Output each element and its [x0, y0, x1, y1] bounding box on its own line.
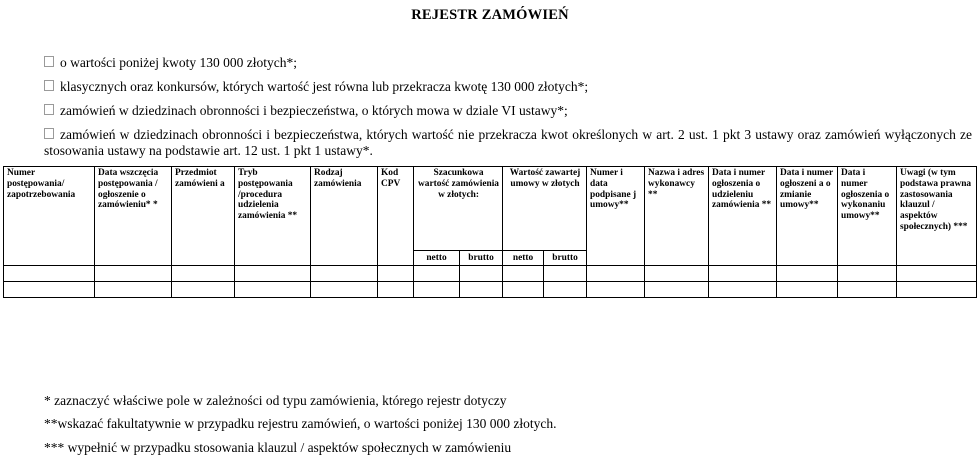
table-cell[interactable]: [777, 266, 838, 282]
register-table: [3, 166, 977, 298]
checkbox-icon[interactable]: [44, 104, 54, 115]
option-defence-below-limit: [44, 127, 972, 159]
checkbox-icon[interactable]: [44, 80, 54, 91]
header-cell: Data i numer ogłoszenia o udzieleniu zamówienia **: [709, 167, 777, 266]
option-classic-contracts: [44, 79, 588, 95]
subheader-cell: brutto: [460, 251, 503, 266]
table-cell[interactable]: [587, 266, 645, 282]
header-cell: Nazwa i adres wykonawcy **: [645, 167, 709, 266]
table-cell[interactable]: [4, 282, 95, 298]
table-row: [4, 282, 977, 298]
table-cell[interactable]: [4, 266, 95, 282]
document-title: REJESTR ZAMÓWIEŃ: [411, 7, 569, 23]
footnote-3: *** wypełnić w przypadku stosowania klauzul / aspektów społecznych w zamówieniu: [44, 440, 512, 455]
table-cell[interactable]: [311, 282, 378, 298]
header-cell: Numer i data podpisane j umowy**: [587, 167, 645, 266]
footnote-1: * zaznaczyć właściwe pole w zależności od typu zamówienia, którego rejestr dotyczy: [44, 393, 507, 408]
table-cell[interactable]: [777, 282, 838, 298]
table-cell[interactable]: [311, 266, 378, 282]
header-cell: Szacunkowa wartość zamówienia w złotych:: [414, 167, 503, 251]
option-label: zamówień w dziedzinach obronności i bezpieczeństwa, których wartość nie przekracza kwot określonych w art. 2 ust. 1 pkt 3 ustawy oraz zamówień wyłączonych ze stosowania ustawy na podstawie art. 12 ust. 1 pkt 1 ustawy*.: [44, 127, 972, 158]
table-cell[interactable]: [414, 282, 460, 298]
table-cell[interactable]: [544, 282, 587, 298]
table-cell[interactable]: [544, 266, 587, 282]
option-defence-security: [44, 103, 568, 119]
table-cell[interactable]: [838, 266, 897, 282]
header-cell: Data i numer ogłoszeni a o zmianie umowy**: [777, 167, 838, 266]
subheader-cell: brutto: [544, 251, 587, 266]
table-cell[interactable]: [378, 282, 414, 298]
table-cell[interactable]: [95, 282, 172, 298]
header-cell: Tryb postępowania /procedura udzielenia zamówienia **: [235, 167, 311, 266]
table-cell[interactable]: [460, 282, 503, 298]
footnote-2: **wskazać fakultatywnie w przypadku rejestru zamówień, o wartości poniżej 130 000 złotych.: [44, 416, 557, 431]
table-cell[interactable]: [645, 282, 709, 298]
table-row: [4, 266, 977, 282]
table-cell[interactable]: [460, 266, 503, 282]
table-cell[interactable]: [587, 282, 645, 298]
option-label: klasycznych oraz konkursów, których wartość jest równa lub przekracza kwotę 130 000 złotych*;: [60, 79, 589, 94]
checkbox-icon[interactable]: [44, 128, 54, 139]
header-cell: Wartość zawartej umowy w złotych: [503, 167, 587, 251]
table-cell[interactable]: [709, 282, 777, 298]
subheader-cell: netto: [503, 251, 544, 266]
table-cell[interactable]: [709, 266, 777, 282]
header-cell: Numer postępowania/ zapotrzebowania: [4, 167, 95, 266]
checkbox-icon[interactable]: [44, 56, 54, 67]
table-cell[interactable]: [414, 266, 460, 282]
table-cell[interactable]: [378, 266, 414, 282]
header-cell: Kod CPV: [378, 167, 414, 266]
header-row: [4, 167, 977, 251]
table-cell[interactable]: [897, 282, 977, 298]
header-cell: Przedmiot zamówieni a: [172, 167, 235, 266]
option-below-threshold: [44, 55, 297, 71]
table-cell[interactable]: [503, 282, 544, 298]
header-cell: Uwagi (w tym podstawa prawna zastosowania klauzul / aspektów społecznych) ***: [897, 167, 977, 266]
option-label: o wartości poniżej kwoty 130 000 złotych*;: [60, 55, 297, 70]
table-cell[interactable]: [897, 266, 977, 282]
header-cell: Rodzaj zamówienia: [311, 167, 378, 266]
table-cell[interactable]: [172, 282, 235, 298]
table-cell[interactable]: [645, 266, 709, 282]
table-cell[interactable]: [95, 266, 172, 282]
table-cell[interactable]: [172, 266, 235, 282]
header-cell: Data i numer ogłoszenia o wykonaniu umowy**: [838, 167, 897, 266]
option-label: zamówień w dziedzinach obronności i bezpieczeństwa, o których mowa w dziale VI ustawy*;: [60, 103, 568, 118]
subheader-cell: netto: [414, 251, 460, 266]
table-cell[interactable]: [503, 266, 544, 282]
header-cell: Data wszczęcia postępowania / ogłoszenie o zamówieniu* *: [95, 167, 172, 266]
table-cell[interactable]: [838, 282, 897, 298]
table-cell[interactable]: [235, 282, 311, 298]
table-cell[interactable]: [235, 266, 311, 282]
